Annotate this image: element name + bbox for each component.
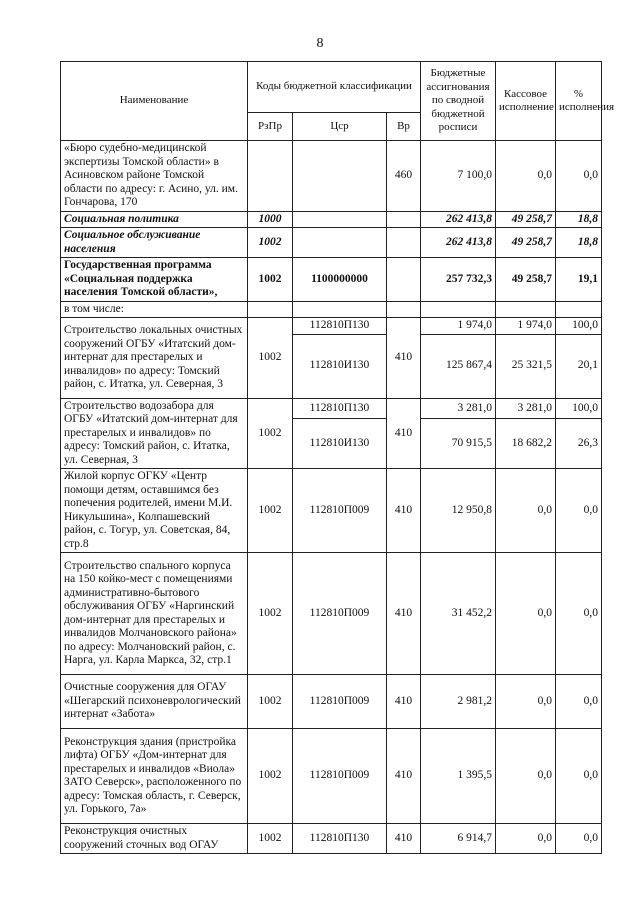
row-percent: 26,3 (556, 419, 602, 469)
table-row (61, 675, 602, 729)
row-vr: 410 (387, 398, 421, 469)
row-percent: 18,8 (556, 211, 602, 228)
table-row (61, 141, 602, 212)
row-percent: 100,0 (556, 318, 602, 335)
row-executed: 0,0 (496, 729, 556, 824)
table-row (61, 228, 602, 258)
row-assigned: 262 413,8 (421, 211, 496, 228)
row-assigned: 1 395,5 (421, 729, 496, 824)
row-rzpr: 1002 (248, 469, 293, 553)
row-name: Социальная политика (61, 211, 248, 228)
row-assigned: 31 452,2 (421, 553, 496, 675)
row-assigned: 12 950,8 (421, 469, 496, 553)
row-rzpr: 1002 (248, 398, 293, 469)
row-executed: 0,0 (496, 141, 556, 212)
row-name: Строительство водозабора для ОГБУ «Итатский дом-интернат для престарелых и инвалидов» по адресу: Томский район, с. Итатка, ул. Северная, 3 (61, 398, 248, 469)
row-csr: 112810П130 (293, 318, 387, 335)
row-csr (293, 141, 387, 212)
row-rzpr: 1002 (248, 824, 293, 854)
header-name: Наименование (61, 62, 248, 141)
row-name: Жилой корпус ОГКУ «Центр помощи детям, оставшимся без попечения родителей, имени М.И. Никульшина», Колпашевский район, с. Тогур, ул. Советская, 84, стр.8 (61, 469, 248, 553)
budget-table (60, 61, 615, 854)
row-vr: 410 (387, 729, 421, 824)
row-rzpr (248, 141, 293, 212)
row-percent: 0,0 (556, 824, 602, 854)
row-assigned: 6 914,7 (421, 824, 496, 854)
table-row (61, 469, 602, 553)
header-rzpr: РзПр (248, 113, 293, 141)
row-csr: 112810П130 (293, 824, 387, 854)
table-row (61, 211, 602, 228)
row-csr: 112810П009 (293, 469, 387, 553)
row-name: Очистные сооружения для ОГАУ «Шегарский психоневрологический интернат «Забота» (61, 675, 248, 729)
row-assigned: 3 281,0 (421, 398, 496, 419)
row-rzpr: 1002 (248, 258, 293, 302)
row-csr: 112810И130 (293, 419, 387, 469)
row-vr (387, 228, 421, 258)
row-percent: 0,0 (556, 141, 602, 212)
header-assigned: Бюджетные ассигнования по сводной бюджетной росписи (421, 62, 496, 141)
row-executed: 0,0 (496, 469, 556, 553)
row-assigned: 2 981,2 (421, 675, 496, 729)
row-assigned: 125 867,4 (421, 334, 496, 398)
row-percent: 20,1 (556, 334, 602, 398)
row-percent: 18,8 (556, 228, 602, 258)
row-assigned: 7 100,0 (421, 141, 496, 212)
header-csr: Цср (293, 113, 387, 141)
row-csr: 1100000000 (293, 258, 387, 302)
row-name: в том числе: (61, 301, 248, 318)
table-row (61, 318, 602, 335)
table-row (61, 258, 602, 302)
row-percent: 0,0 (556, 469, 602, 553)
row-rzpr: 1002 (248, 228, 293, 258)
row-assigned: 257 732,3 (421, 258, 496, 302)
row-csr: 112810П009 (293, 729, 387, 824)
row-executed: 25 321,5 (496, 334, 556, 398)
row-vr: 410 (387, 318, 421, 399)
row-assigned: 1 974,0 (421, 318, 496, 335)
table-row (61, 301, 602, 318)
row-rzpr: 1002 (248, 553, 293, 675)
row-executed: 1 974,0 (496, 318, 556, 335)
row-vr: 410 (387, 469, 421, 553)
row-name: Строительство спального корпуса на 150 койко-мест с помещениями административно-бытового обслуживания ОГБУ «Наргинский дом-интернат для престарелых и инвалидов Молчановского района» по адресу: Молчановский район, с. Нарга, ул. Карла Маркса, 32, стр.1 (61, 553, 248, 675)
table-row (61, 729, 602, 824)
table-row (61, 553, 602, 675)
row-csr: 112810И130 (293, 334, 387, 398)
row-executed: 49 258,7 (496, 258, 556, 302)
table-row (61, 824, 602, 854)
row-vr (387, 211, 421, 228)
row-executed: 18 682,2 (496, 419, 556, 469)
row-executed: 0,0 (496, 675, 556, 729)
row-name: Государственная программа «Социальная поддержка населения Томской области», (61, 258, 248, 302)
row-name: Реконструкция очистных сооружений сточных вод ОГАУ (61, 824, 248, 854)
row-executed: 3 281,0 (496, 398, 556, 419)
header-executed: Кассовое исполнение (496, 62, 556, 141)
header-codes: Коды бюджетной классификации (248, 62, 421, 113)
row-executed: 49 258,7 (496, 228, 556, 258)
table-row (61, 398, 602, 419)
row-vr: 410 (387, 553, 421, 675)
row-rzpr: 1002 (248, 729, 293, 824)
row-name: «Бюро судебно-медицинской экспертизы Томской области» в Асиновском районе Томской области по адресу: г. Асино, ул. им. Гончарова, 170 (61, 141, 248, 212)
row-csr (293, 228, 387, 258)
row-percent: 0,0 (556, 729, 602, 824)
row-percent: 0,0 (556, 553, 602, 675)
row-percent: 19,1 (556, 258, 602, 302)
header-vr: Вр (387, 113, 421, 141)
row-percent: 0,0 (556, 675, 602, 729)
row-executed: 0,0 (496, 553, 556, 675)
row-csr: 112810П130 (293, 398, 387, 419)
row-rzpr: 1002 (248, 675, 293, 729)
row-vr (387, 258, 421, 302)
row-assigned: 70 915,5 (421, 419, 496, 469)
row-executed: 0,0 (496, 824, 556, 854)
row-percent: 100,0 (556, 398, 602, 419)
row-name: Социальное обслуживание населения (61, 228, 248, 258)
row-csr (293, 211, 387, 228)
row-name: Строительство локальных очистных сооружений ОГБУ «Итатский дом-интернат для престарелых и инвалидов» по адресу: Томский район, с. Итатка, ул. Северная, 3 (61, 318, 248, 399)
row-vr: 410 (387, 824, 421, 854)
row-vr: 460 (387, 141, 421, 212)
header-percent: % исполнения (556, 62, 602, 141)
row-assigned: 262 413,8 (421, 228, 496, 258)
row-csr: 112810П009 (293, 675, 387, 729)
row-executed: 49 258,7 (496, 211, 556, 228)
row-name: Реконструкция здания (пристройка лифта) ОГБУ «Дом-интернат для престарелых и инвалидов «Виола» ЗАТО Северск», расположенного по адресу: Томская область, г. Северск, ул. Горького, 7а» (61, 729, 248, 824)
row-csr: 112810П009 (293, 553, 387, 675)
page-number: 8 (316, 36, 324, 51)
row-rzpr: 1000 (248, 211, 293, 228)
row-vr: 410 (387, 675, 421, 729)
row-rzpr: 1002 (248, 318, 293, 399)
